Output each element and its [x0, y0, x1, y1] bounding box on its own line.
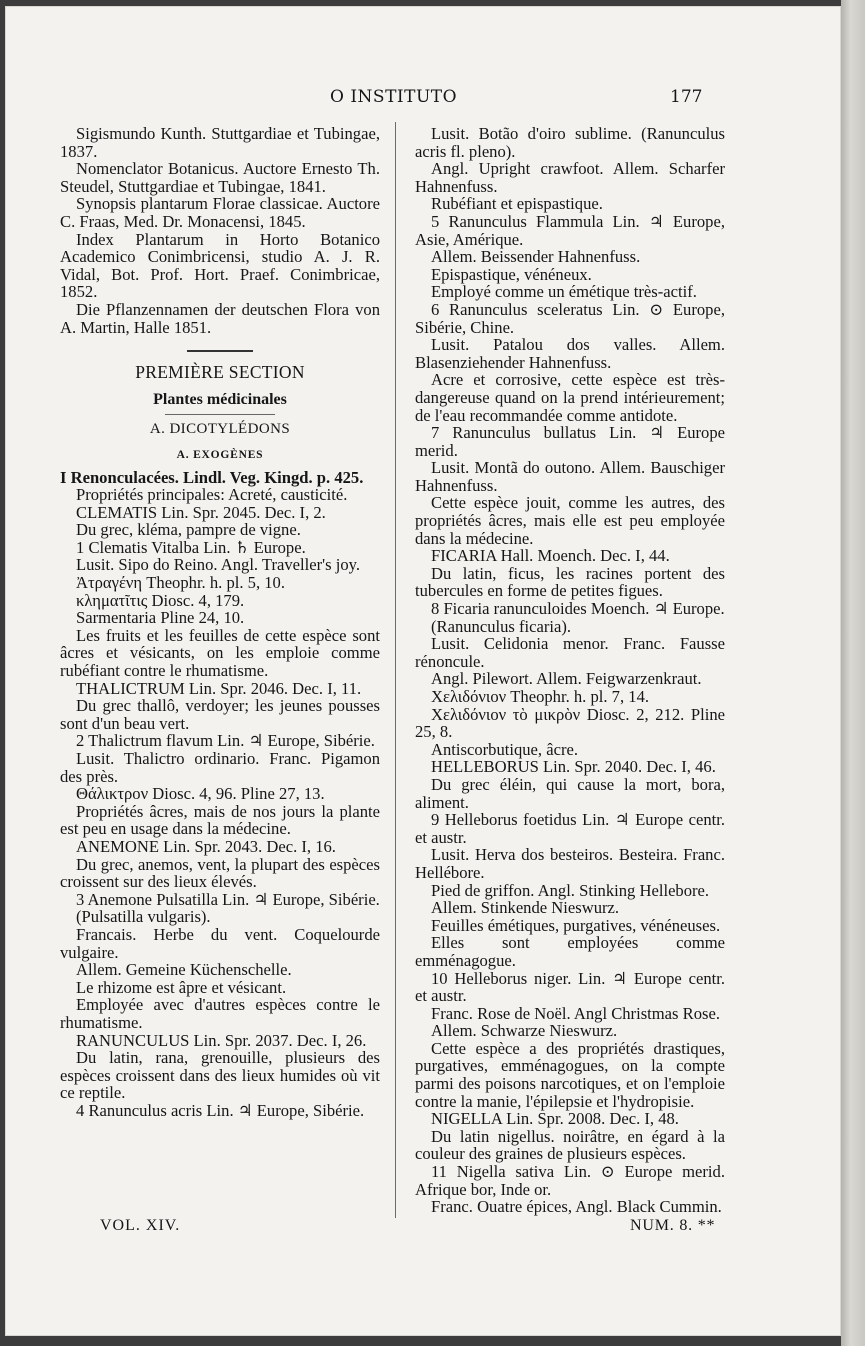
left-column	[60, 125, 380, 1119]
paragraph: Allem. Stinkende Nieswurz.	[431, 898, 620, 918]
paragraph: 3 Anemone Pulsatilla Lin. ♃ Europe, Sibérie.	[76, 889, 380, 909]
paragraph: 1 Clematis Vitalba Lin. ♄ Europe.	[76, 537, 306, 557]
page-edge	[841, 0, 865, 1346]
paragraph: (Pulsatilla vulgaris).	[76, 907, 211, 927]
paragraph: Angl. Pilewort. Allem. Feigwarzenkraut.	[431, 669, 702, 689]
paragraph: Epispastique, vénéneux.	[431, 264, 592, 284]
paragraph: Lusit. Celidonia menor. Franc. Fausse rénoncule.	[415, 634, 725, 671]
paragraph: Θάλικτρον Diosc. 4, 96. Pline 27, 13.	[76, 784, 325, 804]
paragraph: Allem. Beissender Hahnenfuss.	[431, 247, 641, 267]
volume-label: VOL. XIV.	[100, 1217, 181, 1234]
paragraph: Cette espèce a des propriétés drastiques, purgatives, emménagogues, on la compte parmi des poisons narcotiques, et on l'emploie contre la manie, l'épilepsie et l'hydropisie.	[415, 1038, 725, 1111]
paragraph: Lusit. Herva dos besteiros. Besteira. Franc. Hellébore.	[415, 845, 725, 882]
paragraph: Lusit. Patalou dos valles. Allem. Blasenziehender Hahnenfuss.	[415, 335, 725, 372]
paragraph: FICARIA Hall. Moench. Dec. I, 44.	[431, 546, 670, 566]
paragraph: Cette espèce jouit, comme les autres, des propriétés âcres, mais elle est peu employée dans la médecine.	[415, 493, 725, 548]
paragraph: Acre et corrosive, cette espèce est très-dangereuse quand on la prend intérieurement; de l'eau recommandée comme antidote.	[415, 370, 725, 425]
paragraph: Les fruits et les feuilles de cette espèce sont âcres et vésicants, on les emploie comme rubéfiant contre le rhumatisme.	[60, 625, 380, 681]
paragraph: Antiscorbutique, âcre.	[431, 739, 578, 759]
paragraph: κληματῖτις Diosc. 4, 179.	[76, 590, 245, 610]
paragraph: 2 Thalictrum flavum Lin. ♃ Europe, Sibérie.	[76, 731, 375, 751]
paragraph: Index Plantarum in Horto Botanico Academico Conimbricensi, studio A. J. R. Vidal, Bot. Prof. Hort. Praef. Conimbricae, 1852.	[60, 229, 380, 302]
paragraph: Franc. Ouatre épices, Angl. Black Cummin.	[431, 1197, 722, 1217]
paragraph: Χελιδόνιον τὸ μικρὸν Diosc. 2, 212. Pline 25, 8.	[415, 704, 725, 742]
paragraph: Du grec thallô, verdoyer; les jeunes pousses sont d'un beau vert.	[60, 696, 380, 733]
paragraph: 9 Helleborus foetidus Lin. ♃ Europe centr. et austr.	[415, 810, 725, 847]
paragraph: 7 Ranunculus bullatus Lin. ♃ Europe merid.	[415, 423, 725, 460]
paragraph: Du latin, ficus, les racines portent des tubercules en forme de petites figues.	[415, 563, 725, 601]
paragraph: Le rhizome est âpre et vésicant.	[76, 977, 287, 997]
right-column	[415, 125, 725, 1216]
section-title: PREMIÈRE SECTION	[135, 362, 305, 383]
paragraph: 4 Ranunculus acris Lin. ♃ Europe, Sibérie.	[76, 1100, 365, 1120]
paragraph: 8 Ficaria ranunculoides Moench. ♃ Europe.	[431, 599, 725, 619]
paragraph: Nomenclator Botanicus. Auctore Ernesto Th. Steudel, Stuttgardiae et Tubingae, 1841.	[60, 159, 380, 196]
family-heading: I Renonculacées. Lindl. Veg. Kingd. p. 425.	[60, 467, 364, 487]
paragraph: Allem. Schwarze Nieswurz.	[431, 1021, 618, 1041]
column-divider	[395, 122, 396, 1218]
paragraph: Employée avec d'autres espèces contre le rhumatisme.	[60, 995, 380, 1032]
paragraph: 11 Nigella sativa Lin. ⊙ Europe merid. Afrique bor, Inde or.	[415, 1162, 725, 1199]
book-page	[5, 6, 841, 1336]
paragraph: Χελιδόνιον Theophr. h. pl. 7, 14.	[431, 687, 650, 706]
paragraph: Du latin, rana, grenouille, plusieurs des espèces croissent dans des lieux humides où vit ce reptile.	[60, 1048, 380, 1103]
division-title: A. DICOTYLÉDONS	[149, 421, 291, 438]
paragraph: Allem. Gemeine Küchenschelle.	[76, 960, 292, 980]
paragraph: Franc. Rose de Noël. Angl Christmas Rose.	[431, 1003, 720, 1023]
paragraph: Du grec, anemos, vent, la plupart des espèces croissent sur des lieux élevés.	[60, 854, 380, 892]
paragraph: Angl. Upright crawfoot. Allem. Scharfer Hahnenfuss.	[415, 159, 725, 196]
paragraph: Lusit. Montã do outono. Allem. Bauschiger Hahnenfuss.	[415, 458, 725, 495]
paragraph: Pied de griffon. Angl. Stinking Hellebore.	[431, 880, 710, 900]
issue-number: NUM. 8. **	[630, 1217, 716, 1234]
paragraph: Rubéfiant et epispastique.	[431, 194, 603, 214]
paragraph: (Ranunculus ficaria).	[431, 616, 572, 636]
paragraph: Sarmentaria Pline 24, 10.	[76, 608, 245, 628]
paragraph: RANUNCULUS Lin. Spr. 2037. Dec. I, 26.	[76, 1030, 367, 1050]
paragraph: NIGELLA Lin. Spr. 2008. Dec. I, 48.	[431, 1109, 679, 1129]
paragraph: 10 Helleborus niger. Lin. ♃ Europe centr. et austr.	[415, 968, 725, 1006]
subsection-rule	[165, 414, 275, 415]
paragraph: Du latin nigellus. noirâtre, en égard à la couleur des graines de plusieurs espèces.	[415, 1126, 725, 1164]
paragraph: Ἀτραγένη Theophr. h. pl. 5, 10.	[76, 573, 285, 593]
page-header	[5, 85, 841, 109]
class-title: A. EXOGÈNES	[176, 448, 264, 461]
paragraph: Francais. Herbe du vent. Coquelourde vulgaire.	[60, 924, 380, 962]
paragraph: Elles sont employées comme emménagogue.	[415, 933, 725, 970]
paragraph: 5 Ranunculus Flammula Lin. ♃ Europe, Asie, Amérique.	[415, 211, 725, 249]
paragraph: 6 Ranunculus sceleratus Lin. ⊙ Europe, Sibérie, Chine.	[415, 299, 725, 337]
paragraph: Du grec éléin, qui cause la mort, bora, aliment.	[415, 774, 725, 812]
paragraph: Feuilles émétiques, purgatives, vénéneuses.	[431, 915, 721, 935]
paragraph: HELLEBORUS Lin. Spr. 2040. Dec. I, 46.	[431, 757, 716, 777]
paragraph: Lusit. Thalictro ordinario. Franc. Pigamon des près.	[60, 749, 380, 786]
section-rule	[187, 350, 253, 352]
paragraph: Synopsis plantarum Florae classicae. Auctore C. Fraas, Med. Dr. Monacensi, 1845.	[60, 194, 380, 231]
paragraph: Die Pflanzennamen der deutschen Flora von A. Martin, Halle 1851.	[60, 299, 380, 337]
paragraph: Lusit. Botão d'oiro sublime. (Ranunculus acris fl. pleno).	[415, 124, 725, 161]
paragraph: ANEMONE Lin. Spr. 2043. Dec. I, 16.	[76, 836, 336, 856]
paragraph: Employé comme un émétique très-actif.	[431, 282, 697, 302]
running-title: O INSTITUTO	[330, 87, 458, 107]
subsection-title: Plantes médicinales	[153, 390, 287, 408]
paragraph: Lusit. Sipo do Reino. Angl. Traveller's joy.	[76, 555, 361, 575]
paragraph: Propriétés âcres, mais de nos jours la plante est peu en usage dans la médecine.	[60, 801, 380, 839]
paragraph: CLEMATIS Lin. Spr. 2045. Dec. I, 2.	[76, 502, 326, 522]
paragraph: THALICTRUM Lin. Spr. 2046. Dec. I, 11.	[76, 678, 362, 698]
paragraph: Du grec, kléma, pampre de vigne.	[76, 520, 301, 540]
paragraph: Propriétés principales: Acreté, causticité.	[76, 485, 348, 505]
page-number: 177	[670, 87, 703, 107]
paragraph: Sigismundo Kunth. Stuttgardiae et Tubingae, 1837.	[60, 124, 380, 161]
